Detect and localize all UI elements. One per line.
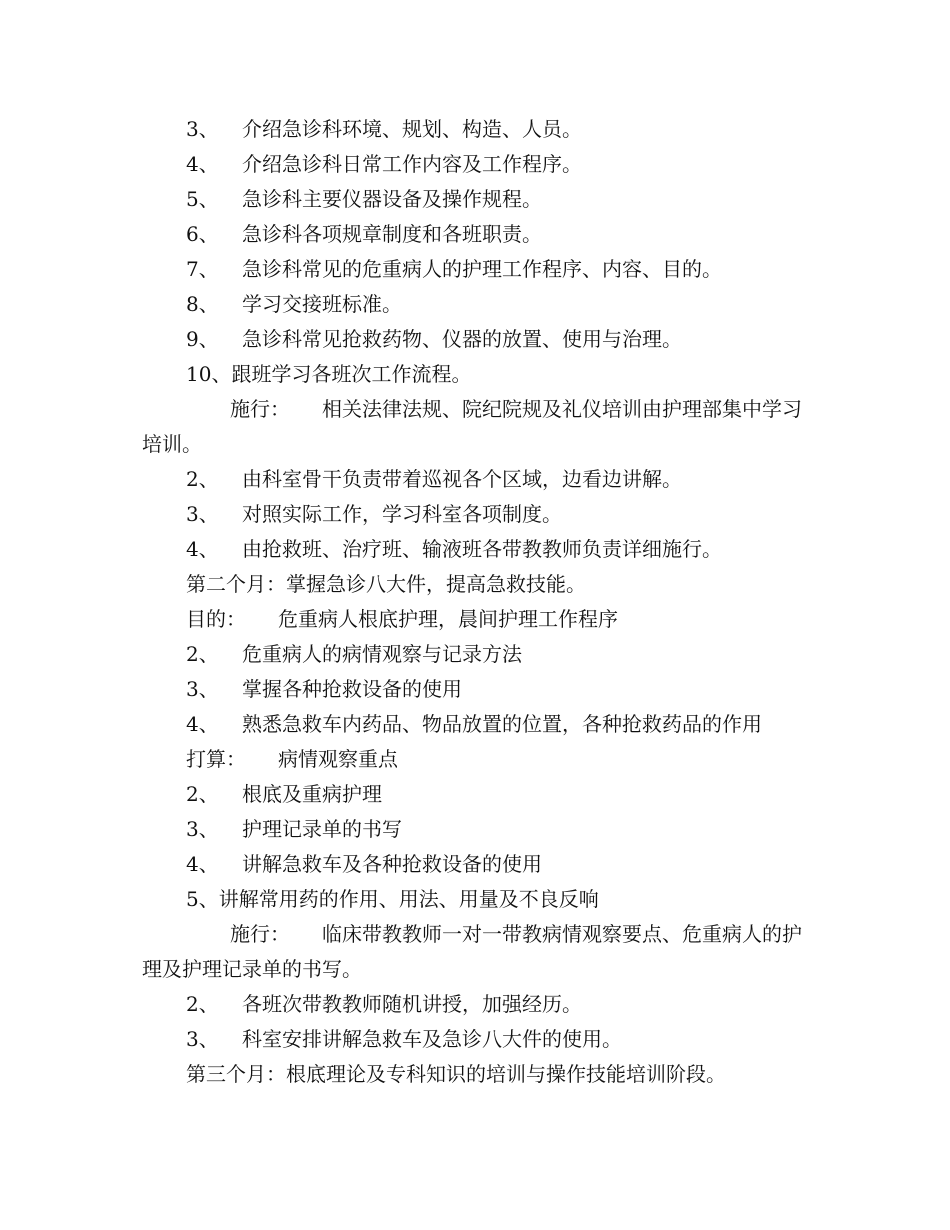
section-heading (142, 1057, 818, 1092)
item-text: 急诊科常见的危重病人的护理工作程序、内容、目的。 (242, 257, 722, 281)
item-text: 各班次带教教师随机讲授，加强经历。 (242, 992, 582, 1016)
list-item (142, 882, 818, 917)
item-number: 4、 (186, 537, 219, 561)
paragraph (142, 392, 818, 462)
item-text: 病情观察重点 (278, 747, 398, 771)
paragraph (142, 917, 818, 987)
item-number: 7、 (186, 257, 219, 281)
item-number: 3、 (186, 502, 219, 526)
item-text: 介绍急诊科日常工作内容及工作程序。 (242, 152, 582, 176)
list-item (142, 777, 818, 812)
item-text: 学习交接班标准。 (242, 292, 402, 316)
list-item (142, 707, 818, 742)
item-number: 2、 (186, 642, 219, 666)
section-label: 打算： (186, 747, 246, 771)
item-number: 4、 (186, 852, 219, 876)
item-text: 第二个月：掌握急诊八大件，提高急救技能。 (186, 572, 586, 596)
list-item (142, 287, 818, 322)
item-number: 2、 (186, 992, 219, 1016)
item-number: 2、 (186, 782, 219, 806)
list-item (142, 497, 818, 532)
item-number: 4、 (186, 152, 219, 176)
item-number: 6、 (186, 222, 219, 246)
list-item (142, 322, 818, 357)
paragraph-text: 相关法律法规、院纪院规及礼仪培训由护理部集中学习培训。 (142, 397, 802, 456)
item-text: 掌握各种抢救设备的使用 (242, 677, 462, 701)
item-text: 由抢救班、治疗班、输液班各带教教师负责详细施行。 (242, 537, 722, 561)
item-text: 10、跟班学习各班次工作流程。 (186, 362, 472, 386)
item-number: 4、 (186, 712, 219, 736)
list-item (142, 987, 818, 1022)
section-label: 施行： (230, 922, 290, 946)
item-text: 危重病人的病情观察与记录方法 (242, 642, 522, 666)
item-text: 由科室骨干负责带着巡视各个区域，边看边讲解。 (242, 467, 682, 491)
list-item (142, 812, 818, 847)
list-item (142, 217, 818, 252)
item-text: 根底及重病护理 (242, 782, 382, 806)
item-text: 介绍急诊科环境、规划、构造、人员。 (242, 117, 582, 141)
item-text: 护理记录单的书写 (242, 817, 402, 841)
item-text: 急诊科各项规章制度和各班职责。 (242, 222, 542, 246)
item-text: 急诊科常见抢救药物、仪器的放置、使用与治理。 (242, 327, 682, 351)
list-item (142, 847, 818, 882)
item-text: 危重病人根底护理，晨间护理工作程序 (278, 607, 618, 631)
item-number: 3、 (186, 1027, 219, 1051)
paragraph-text: 临床带教教师一对一带教病情观察要点、危重病人的护理及护理记录单的书写。 (142, 922, 802, 981)
item-number: 3、 (186, 677, 219, 701)
item-text: 讲解急救车及各种抢救设备的使用 (242, 852, 542, 876)
item-text: 科室安排讲解急救车及急诊八大件的使用。 (242, 1027, 622, 1051)
list-item (142, 637, 818, 672)
list-item (142, 112, 818, 147)
section-label: 目的： (186, 607, 246, 631)
item-number: 3、 (186, 817, 219, 841)
item-text: 对照实际工作，学习科室各项制度。 (242, 502, 562, 526)
item-number: 8、 (186, 292, 219, 316)
list-item (142, 672, 818, 707)
list-item (142, 462, 818, 497)
list-item (142, 182, 818, 217)
item-text: 急诊科主要仪器设备及操作规程。 (242, 187, 542, 211)
item-number: 9、 (186, 327, 219, 351)
item-text: 5、讲解常用药的作用、用法、用量及不良反响 (186, 887, 599, 911)
list-item (142, 532, 818, 567)
list-item (142, 602, 818, 637)
section-label: 施行： (230, 397, 290, 421)
item-number: 5、 (186, 187, 219, 211)
document-body (142, 112, 818, 1092)
list-item (142, 147, 818, 182)
section-heading (142, 567, 818, 602)
list-item (142, 357, 818, 392)
list-item (142, 1022, 818, 1057)
item-text: 熟悉急救车内药品、物品放置的位置，各种抢救药品的作用 (242, 712, 762, 736)
item-number: 3、 (186, 117, 219, 141)
list-item (142, 252, 818, 287)
item-text: 第三个月：根底理论及专科知识的培训与操作技能培训阶段。 (186, 1062, 726, 1086)
item-number: 2、 (186, 467, 219, 491)
list-item (142, 742, 818, 777)
